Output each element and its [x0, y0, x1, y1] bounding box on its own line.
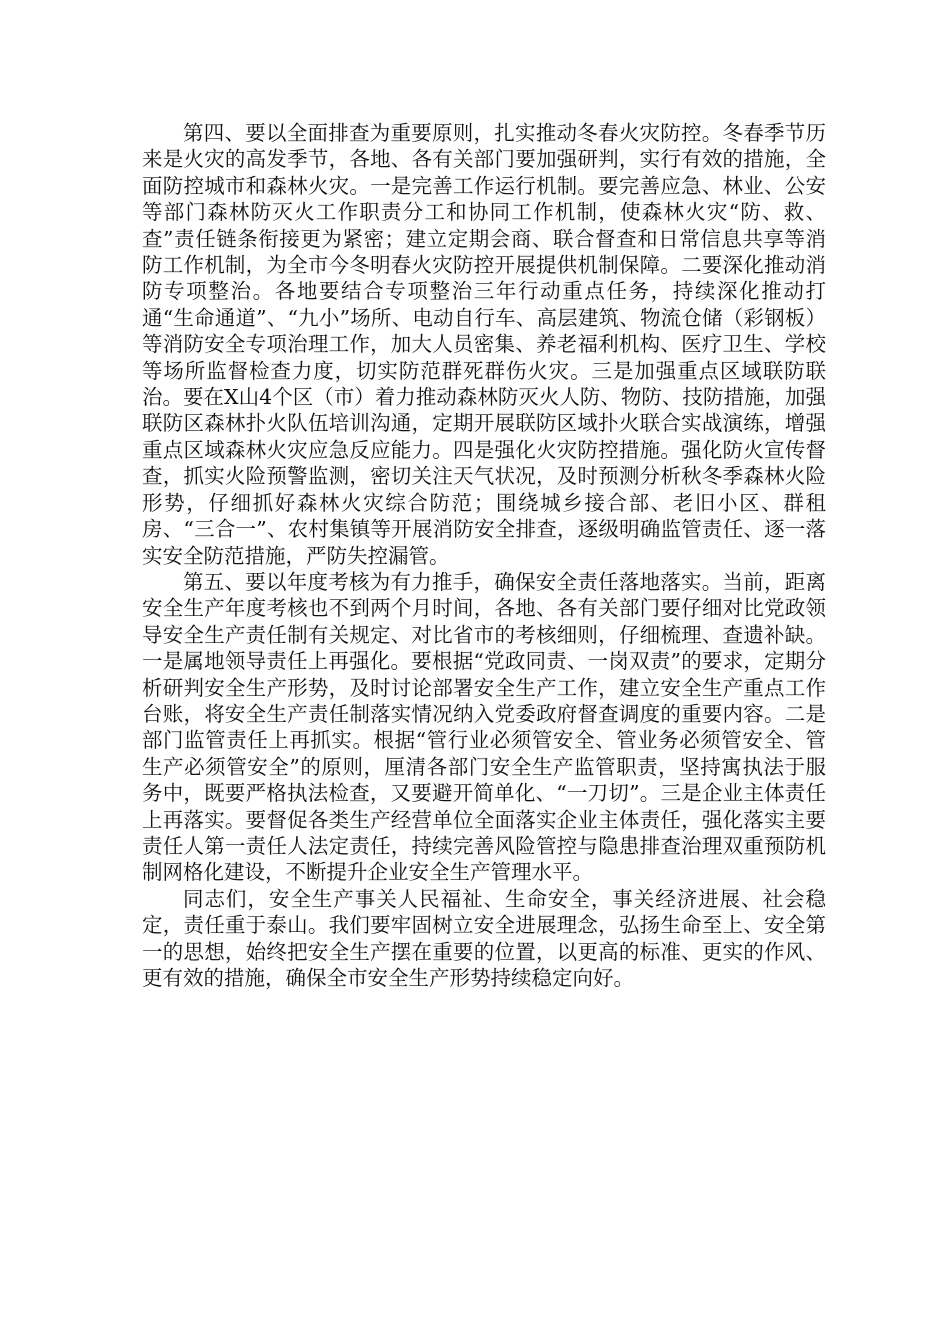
paragraph-annual-assessment: 第五、要以年度考核为有力推手，确保安全责任落地落实。当前，距离安全生产年度考核也不到两个月时间，各地、各有关部门要仔细对比党政领导安全生产责任制有关规定、对比省市的考核细则，仔细梳理、查遗补缺。一是属地领导责任上再强化。要根据“党政同责、一岗双责”的要求，定期分析研判安全生产形势，及时讨论部署安全生产工作，建立安全生产重点工作台账，将安全生产责任制落实情况纳入党委政府督查调度的重要内容。二是部门监管责任上再抓实。根据“管行业必须管安全、管业务必须管安全、管生产必须管安全”的原则，厘清各部门安全生产监管职责，坚持寓执法于服务中，既要严格执法检查，又要避开简单化、“一刀切”。三是企业主体责任上再落实。要督促各类生产经营单位全面落实企业主体责任，强化落实主要责任人第一责任人法定责任，持续完善风险管控与隐患排查治理双重预防机制网格化建设，不断提升企业安全生产管理水平。: [142, 569, 826, 885]
paragraph-closing-remarks: 同志们，安全生产事关人民福祉、生命安全，事关经济进展、社会稳定，责任重于泰山。我们要牢固树立安全进展理念，弘扬生命至上、安全第一的思想，始终把安全生产摆在重要的位置，以更高的标准、更实的作风、更有效的措施，确保全市安全生产形势持续稳定向好。: [142, 886, 826, 990]
document-page: [142, 120, 826, 991]
paragraph-fire-prevention: 第四、要以全面排查为重要原则，扎实推动冬春火灾防控。冬春季节历来是火灾的高发季节，各地、各有关部门要加强研判，实行有效的措施，全面防控城市和森林火灾。一是完善工作运行机制。要完善应急、林业、公安等部门森林防灭火工作职责分工和协同工作机制，使森林火灾“防、救、查”责任链条衔接更为紧密；建立定期会商、联合督查和日常信息共享等消防工作机制，为全市今冬明春火灾防控开展提供机制保障。二要深化推动消防专项整治。各地要结合专项整治三年行动重点任务，持续深化推动打通“生命通道”、“九小”场所、电动自行车、高层建筑、物流仓储（彩钢板）等消防安全专项治理工作，加大人员密集、养老福利机构、医疗卫生、学校等场所监督检查力度，切实防范群死群伤火灾。三是加强重点区域联防联治。要在X山4个区（市）着力推动森林防灭火人防、物防、技防措施，加强联防区森林扑火队伍培训沟通，定期开展联防区域扑火联合实战演练，增强重点区域森林火灾应急反应能力。四是强化火灾防控措施。强化防火宣传督查，抓实火险预警监测，密切关注天气状况，及时预测分析秋冬季森林火险形势，仔细抓好森林火灾综合防范；围绕城乡接合部、老旧小区、群租房、“三合一”、农村集镇等开展消防安全排查，逐级明确监管责任、逐一落实安全防范措施，严防失控漏管。: [142, 121, 826, 568]
